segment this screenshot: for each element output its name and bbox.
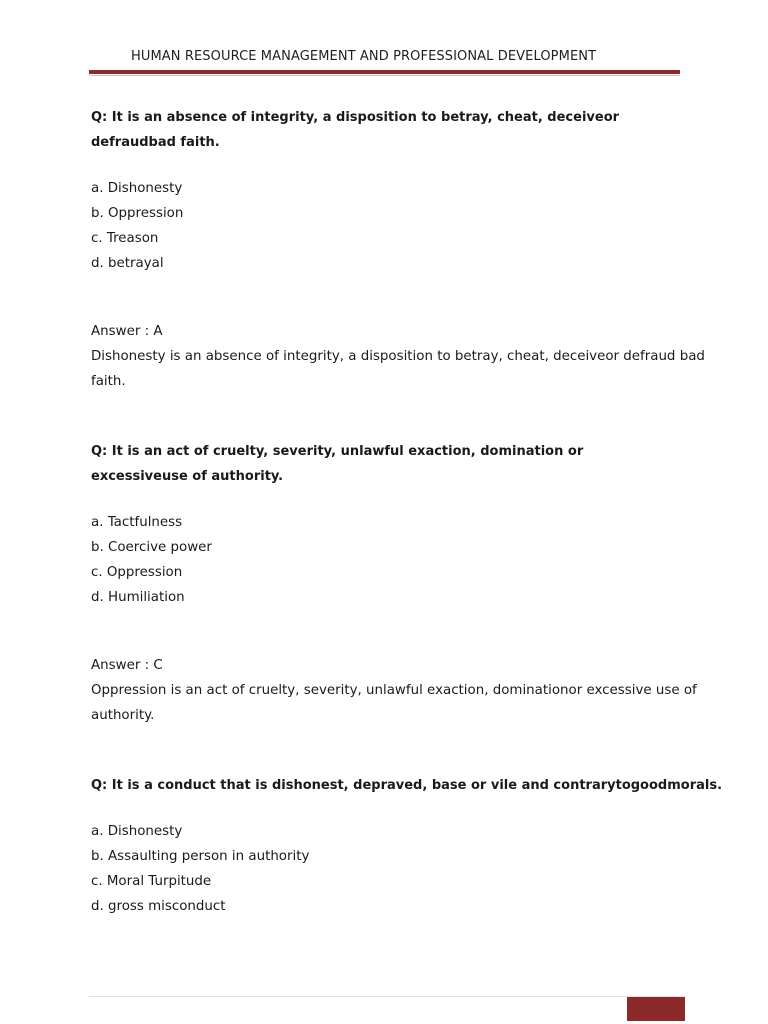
option-item: d. betrayal — [91, 256, 164, 271]
answer-label: Answer : A — [91, 324, 163, 339]
question-text: Q: It is an act of cruelty, severity, unlawful exaction, domination or excessiveuse of authority. — [91, 444, 584, 484]
option-item: d. Humiliation — [91, 590, 185, 605]
option-item: c. Moral Turpitude — [91, 874, 212, 889]
option-item: a. Tactfulness — [91, 515, 183, 530]
option-item: c. Oppression — [91, 565, 183, 580]
answer-label: Answer : C — [91, 658, 163, 673]
answer-explanation: Oppression is an act of cruelty, severity, unlawful exaction, dominationor excessive use of authority. — [91, 683, 697, 723]
question-text: Q: It is a conduct that is dishonest, depraved, base or vile and contrarytogoodmorals. — [91, 778, 723, 793]
options-list — [91, 176, 736, 276]
option-item: b. Coercive power — [91, 540, 212, 555]
option-item: a. Dishonesty — [91, 181, 183, 196]
options-list — [91, 819, 736, 919]
page-number-bar — [627, 997, 685, 1021]
header-divider — [89, 70, 680, 74]
options-list — [91, 510, 736, 610]
option-item: d. gross misconduct — [91, 899, 226, 914]
page-content — [91, 105, 736, 919]
answer-explanation: Dishonesty is an absence of integrity, a disposition to betray, cheat, deceiveor defraud bad faith. — [91, 349, 705, 389]
question-text: Q: It is an absence of integrity, a disposition to betray, cheat, deceiveor defraudbad faith. — [91, 110, 620, 150]
option-item: a. Dishonesty — [91, 824, 183, 839]
document-title: HUMAN RESOURCE MANAGEMENT AND PROFESSIONAL DEVELOPMENT — [131, 49, 597, 64]
question-block — [91, 439, 736, 728]
option-item: b. Assaulting person in authority — [91, 849, 310, 864]
question-block — [91, 105, 736, 394]
header-divider-shadow — [89, 75, 680, 76]
footer-divider — [89, 996, 685, 997]
option-item: c. Treason — [91, 231, 159, 246]
question-block — [91, 773, 736, 919]
option-item: b. Oppression — [91, 206, 184, 221]
